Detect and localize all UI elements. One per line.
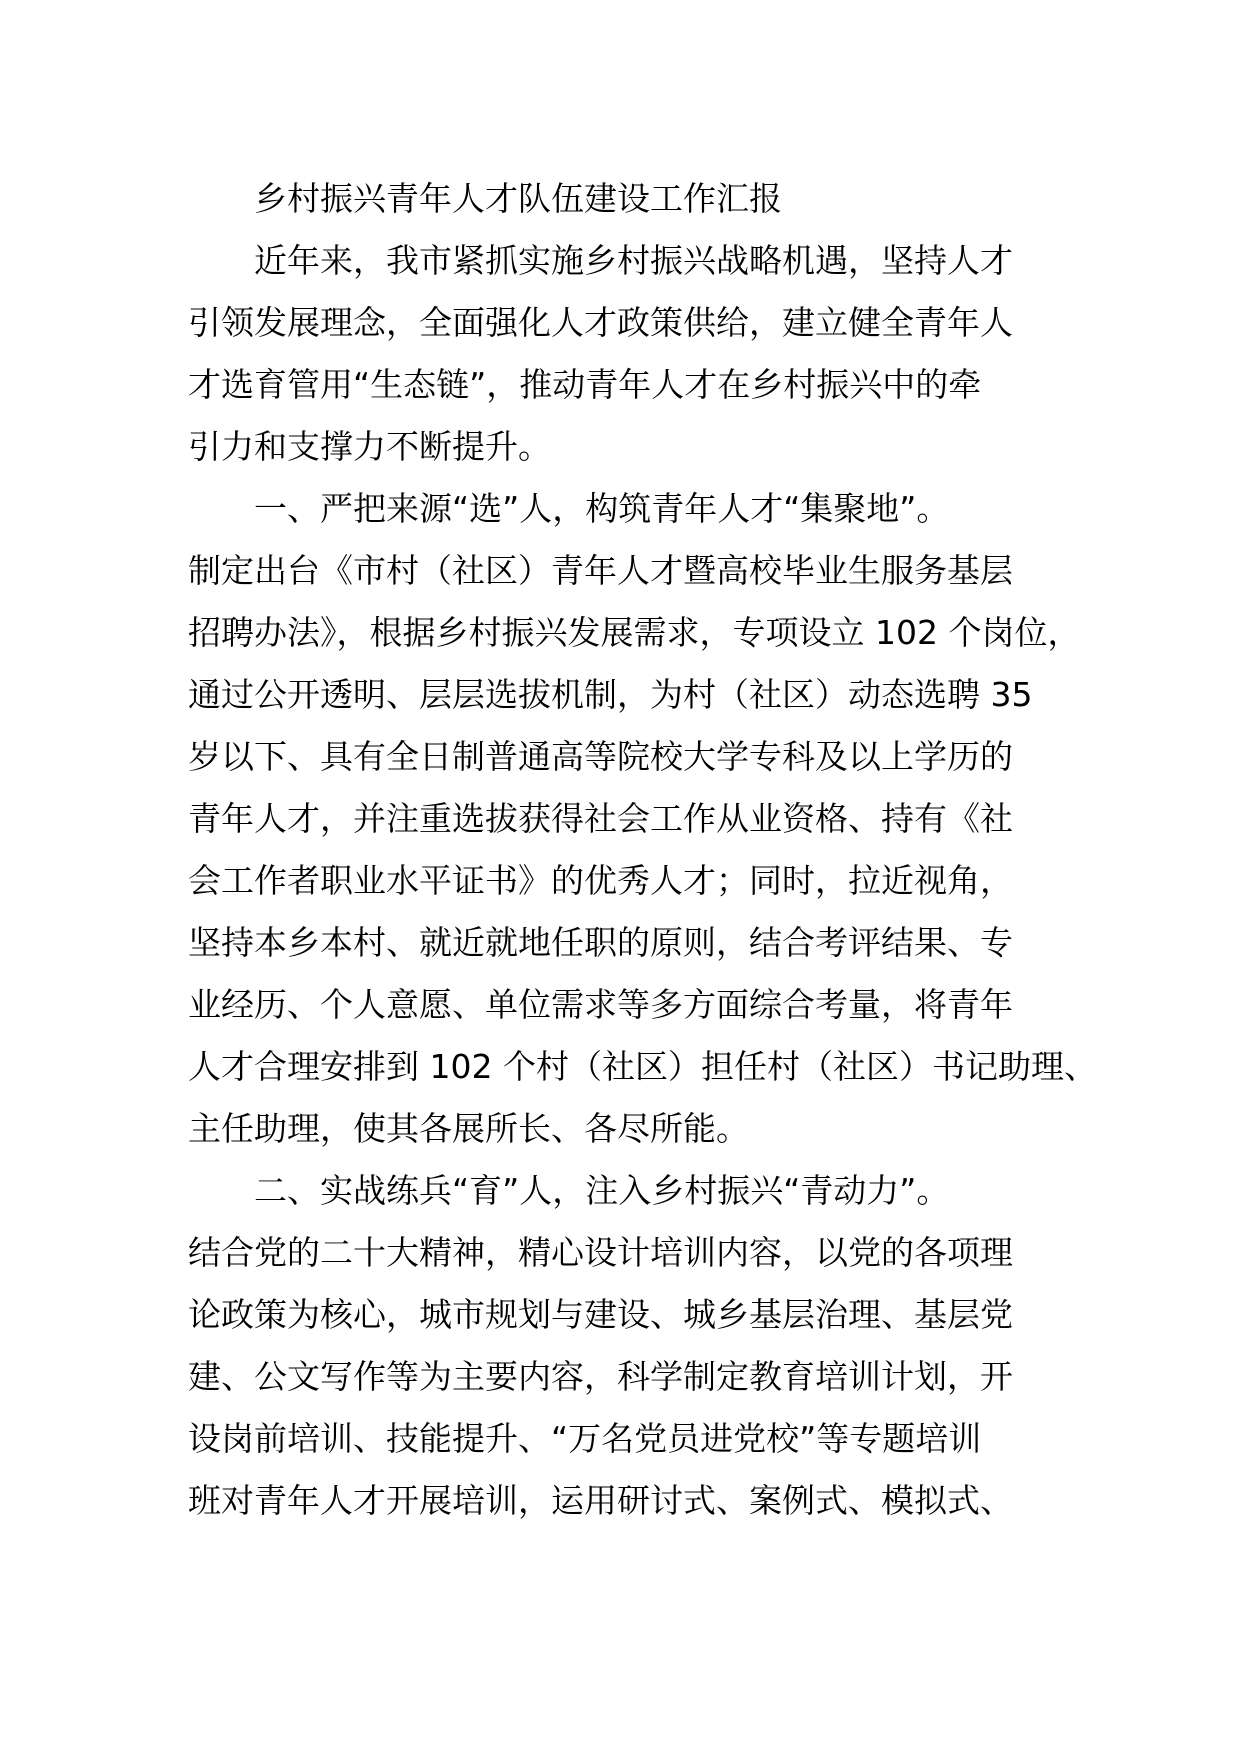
paragraph-3-line-4: 建、公文写作等为主要内容，科学制定教育培训计划，开 (188, 1357, 1013, 1396)
paragraph-2-line-9: 业经历、个人意愿、单位需求等多方面综合考量，将青年 (188, 985, 1013, 1024)
paragraph-2-line-5: 岁以下、具有全日制普通高等院校大学专科及以上学历的 (188, 737, 1013, 776)
paragraph-2-line-6: 青年人才，并注重选拔获得社会工作从业资格、持有《社 (188, 799, 1013, 838)
paragraph-1-line-4: 引力和支撑力不断提升。 (188, 427, 551, 466)
paragraph-3-line-2: 结合党的二十大精神，精心设计培训内容，以党的各项理 (188, 1233, 1013, 1272)
paragraph-2-line-10: 人才合理安排到 102 个村（社区）担任村（社区）书记助理、 (188, 1047, 1097, 1086)
document-body (188, 168, 1097, 1532)
paragraph-1-line-3: 才选育管用“生态链”，推动青年人才在乡村振兴中的牵 (188, 365, 982, 404)
paragraph-3-line-6: 班对青年人才开展培训，运用研讨式、案例式、模拟式、 (188, 1481, 1013, 1520)
paragraph-3-line-5: 设岗前培训、技能提升、“万名党员进党校”等专题培训 (188, 1419, 982, 1458)
paragraph-1-line-1: 近年来，我市紧抓实施乡村振兴战略机遇，坚持人才 (254, 241, 1013, 280)
paragraph-2-line-7: 会工作者职业水平证书》的优秀人才；同时，拉近视角， (188, 861, 1013, 900)
paragraph-2-line-8: 坚持本乡本村、就近就地任职的原则，结合考评结果、专 (188, 923, 1013, 962)
paragraph-2-line-2: 制定出台《市村（社区）青年人才暨高校毕业生服务基层 (188, 551, 1013, 590)
paragraph-1-line-2: 引领发展理念，全面强化人才政策供给，建立健全青年人 (188, 303, 1013, 342)
paragraph-3-line-3: 论政策为核心，城市规划与建设、城乡基层治理、基层党 (188, 1295, 1013, 1334)
paragraph-2-line-3: 招聘办法》，根据乡村振兴发展需求，专项设立 102 个岗位， (188, 613, 1081, 652)
paragraph-2-line-4: 通过公开透明、层层选拔机制，为村（社区）动态选聘 35 (188, 675, 1033, 714)
section-heading-2: 二、实战练兵“育”人，注入乡村振兴“青动力”。 (254, 1171, 950, 1210)
paragraph-2-line-11: 主任助理，使其各展所长、各尽所能。 (188, 1109, 749, 1148)
document-title: 乡村振兴青年人才队伍建设工作汇报 (254, 179, 782, 218)
section-heading-1: 一、严把来源“选”人，构筑青年人才“集聚地”。 (254, 489, 950, 528)
